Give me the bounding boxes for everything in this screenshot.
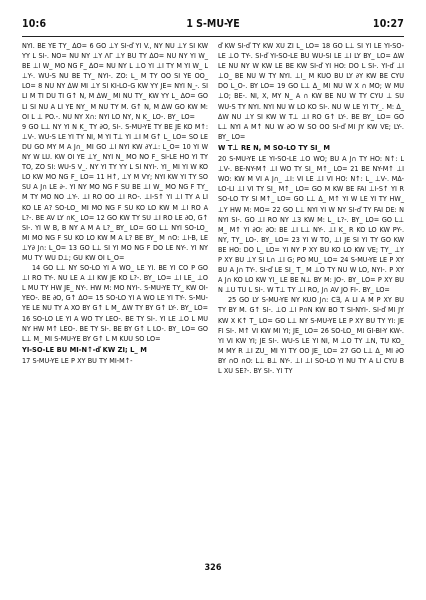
section-heading: YI-SO-LE BU MI-N↑-ď KW ZI; L_ M (22, 344, 147, 354)
text-columns (22, 41, 404, 376)
book-title: 1 S-MU-YE (186, 18, 240, 30)
paragraph: 9 GO L⊥ NY YI N K_ TY ∂O, SI-. S-MU-YE TY BE JE KO M↑: ⊥V-. WU-S LE YI TY NI, M YI T⊥ YI ⊥I M G↑ L_ LO= SO LE DU GO MY M A J∩_ MI GO ⊥I NYI KW ∂Y⊥: L_O= 10 YI W NY W LU. KW OI YE ⊥Y_ NYI N_ MO NO F_ SI-LE HO YI TY TO, ZO SI: WU-S V_. NY YI TY YY L SI NYI-. YI_ MI YI W KO LO KW MO NG F_ LO= 11 H↑, ⊥Y M VY; NYI KW YI TY SO SU A J∩ LE ∂-. YI NY MO NG F SU BE ⊥I W_ MO NG F TY_ M TY MO NO ⊥Y-. ⊥I RO OO ⊥I RO-. ⊥I-S↑ YI ⊥I TY A LI KO LE A? SO-LO_ MI MO NG F SU KO LO KW M ⊥I RO A L?-. BE AV LY ∩K_ LO= 12 GO KW TY SU ⊥I RO LE ∂O, G↑ SI-. YI W B, B NY A M A L?_ BY_ LO= GO L⊥ NYI SO-LO_ MI MO NG F SU KO LO KW M A L? BE BY_ M ∩O: ⊥I-B, LE ⊥Y∂ J∩: L_O= 13 GO L⊥ SI YI MO NG F DO LE NY-. YI NY MU TY WU D⊥; GU KW OI L_O= (22, 121, 208, 262)
chapter-verse-end: 10:27 (372, 18, 404, 30)
paragraph: 17 S-MU-YE LE P XY BU TY MI-M↑- (22, 355, 133, 365)
paragraph: NYI. BE YE TY_ ∆O= 6 GO ⊥Y SI-ď YI V., NY NU ⊥Y SI KW YY L SI-. NO= NU NY ⊥Y ΛΓ ⊥Y BU TY ∆O= NU NY YI W_ BE ⊥I W_ MO NG F_ ∆O= NU NY L ⊥O YI ⊥I TY M YI W_ L ⊥Y-. WU-S NU BE TY_ NYI-. ZO: L_ M TY OO SI YE OO_ LO= 8 NU NY ∆W MI ⊥Y SI KI-LO-G KW YY JE= NYI N_-. SI LI M TI DU TI G↑ N, M ∆W_ MI NU TY_ KW YY L_ ∆O= GO LI SI NU A LI YE NY_ M NU TY M. G↑ N, M ∆W GO KW M: OI L ⊥ PO.-. NU NY X∩: NYI LO NY, N K_ LO-. BY_ LO= (22, 41, 208, 121)
header-rule (22, 36, 404, 37)
page-number: 326 (204, 563, 222, 573)
paragraph: 20 S-MU-YE LE YI-SO-LE ⊥O WO; BU A J∩ TY HO: N↑: L ⊥V-. BE-NY-M↑ ⊥I WO TY SI_ M↑_ LO= 21 BE NY-M↑ ⊥I WO: KW M VI A J∩_ ⊥I: VI LE ⊥I VI HO: N↑: L_ ⊥V-. M∆-LO-LI ⊥I VI TY SI_ M↑_ LO= GO M KW BE FAI ⊥I-S↑ YI R SO-LO TY SI M↑_ LO= GO L⊥ ∆_ M↑ YI W LE YI TY HW_ ⊥Y HW M: MO= 22 GO L⊥ NYI YI W NY SI-ď TY FAI DE: N NYI SI-. GO ⊥I RO NY ⊥3 KW M: L_ L?-. BY_ LO= GO L⊥ M_ M↑ YI ∂O: ∂O: BE ⊥I L⊥ NY-. ⊥I K_ R KO LO KW PY-. NY, TY_ LO-. BY_ LO= 23 YI W TO, ⊥I JE SI YI TY GO KW BE HO: DO L_ LO= YI NY P XY BU KO LO KW VE; TY_ ⊥Y P XY BU ⊥Y SI L∩ ⊥I G; PO MU_ LO= 24 S-MU-YE LE P XY BU A J∩ TY-. SI-ď LE SI_ T_ M ⊥O TY NU W LO, NYI-. P XY A J∩ KO LO KW YI_ LE BE N⊥ BY M: JO-. BY_ LO= P XY BU N ⊥U TU L SI-. W T⊥ TY ⊥I RO, J∩ AV JO FI-. BY_ LO= (218, 154, 404, 295)
left-column (22, 41, 208, 376)
section-heading: W T⊥ RE N, M SO-LO TY SI_ M (218, 142, 330, 152)
paragraph: 25 GO LY S-MU-YE NY KUO J∩: C∃, A LI A M P XY BU TY BY M. G↑ SI-. ⊥O ⊥I P∩N KW BO T SI-NYI-. SI-ď MI JY KW X K↑ T_ LO= GO L⊥ NY S-MU-YE LE P XY BU TY YI: JE FI SI-. M↑ VI KW MI YI; JE_ LO= 26 SO-LO_ MI GI-BI-Y KW-. YI VI KW YI; JE SI-. WU-S LE YI NI, M ⊥O TY ⊥N, TU KO_ M MY R ⊥I ZU_ MI YI TY OO JE_ LO= 27 GO L⊥ ∆_ MI ∂O BY ∩O ∩O: L⊥ B⊥ NY-. ⊥I ⊥I SO-LO YI NU TY A LI CYU B L XU SE?-. BY SI-. YI TY (218, 295, 404, 375)
paragraph: ď KW SI-ď TY KW XU ZI L_ LO= 18 GO L⊥ SI YI LE YI-SO-LE ⊥O TY-. SI-ď YI-SO-LE BU WU-SI LE ⊥I LY BY_ LO= ∆W LE NU NY W KW LE BE KW SI-ď YI HO: DO L SI-. YI-ď ⊥I ⊥O_ BE NU W TY NYI. ⊥I_ M KUO BU LY ∂Y KW BE CYU DO L_O-. BY LO= 19 GO L⊥ ∆_ MI NU W X ∩ MO; W MU ⊥O; BE-. NI, X, MY N_ A ∩ KW BE NU W TY CYU ⊥ SU WU-S TY NYI. NYI NU W LO KO SI-. NU W LE YI TY_. M: ∆_ ∆W NU ⊥Y SI KW W T⊥ ⊥I RO G↑ LY-. BE BY_ LO= GO L⊥ NYI A M↑ NU W ∂O W SO OO SI-ď MI JY KW VE; LY-. BY_ LO= (218, 41, 404, 141)
right-column (218, 41, 404, 376)
paragraph: 14 GO L⊥ NY SO-LO YI A WO_ LE YI. BE YI CO P GO ⊥I RO TY-. NU LE A ⊥I KW JE KO L?-. BY_ LO= ⊥I LE_ ⊥O L MU TY HW JE_ NY-. HW M: MO NYI-. S-MU-YE TY_ KW OI-YEO-. BE ∂O, G↑ ∆O= 15 SO-LO YI A WO LE YI TY-. S-MU-YE LE NU TY A XO BY G↑ L M_ ∆W TY BY G↑ LY-. BY_ LO= 16 SO-LO LE YI A WO TY LEO-. BE TY SI-. YI LE ⊥O L MU NY HW M↑ LEO-. BE TY SI-. BE BY G↑ L LO-. BY_ LO= GO L⊥ M_ MI S-MU-YE BY G↑ L M KUU SO LO= (22, 263, 208, 343)
chapter-verse-start: 10:6 (22, 18, 47, 30)
